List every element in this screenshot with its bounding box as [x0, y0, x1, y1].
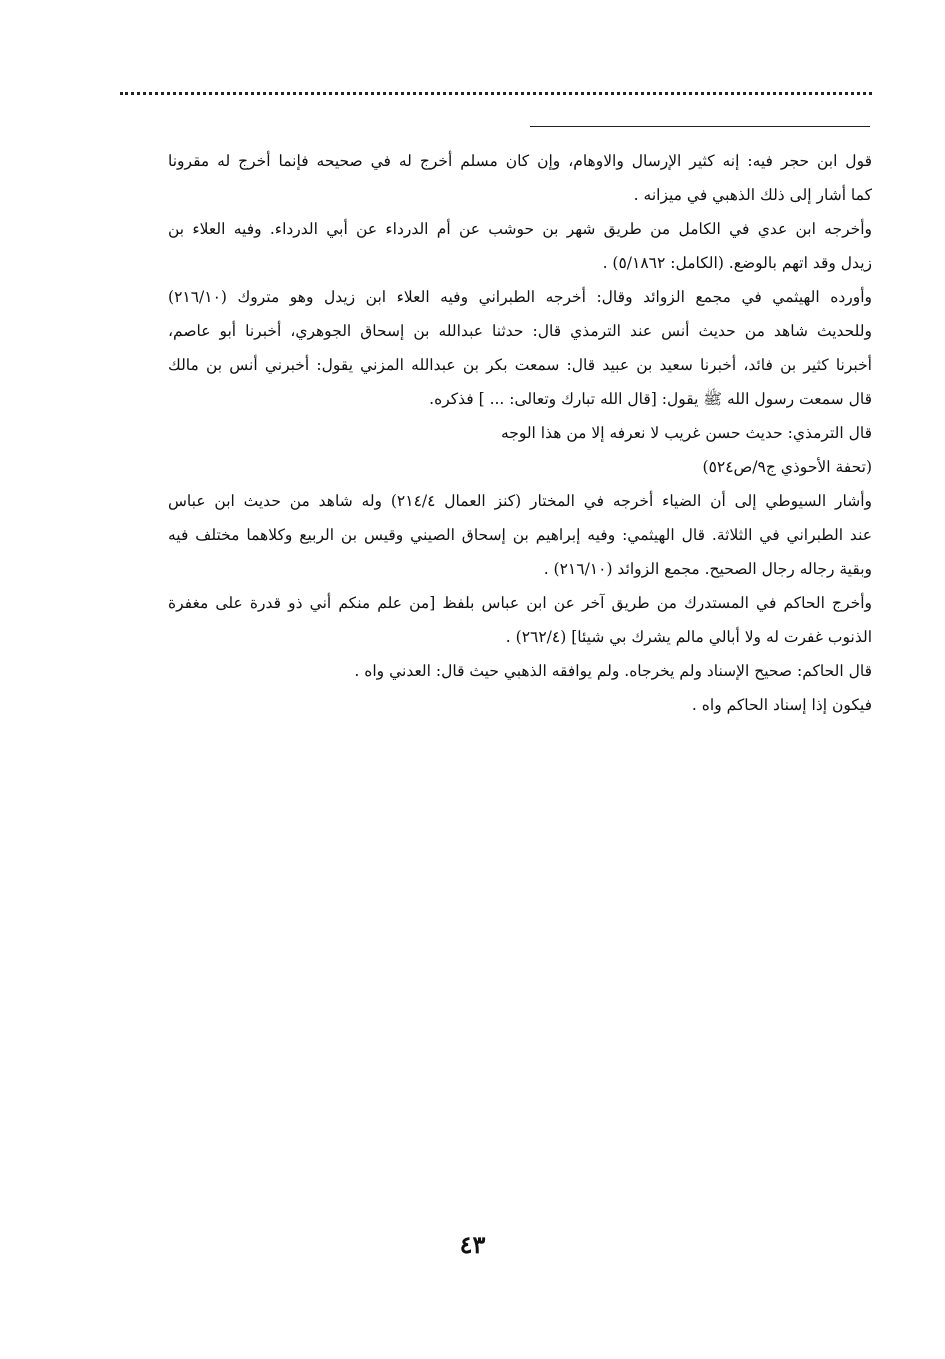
text-line: وأخرجه ابن عدي في الكامل من طريق شهر بن حوشب عن أم الدرداء عن أبي الدرداء. وفيه العلاء بن — [168, 220, 872, 238]
text-line: (تحفة الأحوذي ج٩/ص٥٢٤) — [702, 458, 872, 476]
footnote-rule — [530, 126, 870, 127]
text-line: قول ابن حجر فيه: إنه كثير الإرسال والاوهام، وإن كان مسلم أخرج له في صحيحه فإنما أخرج له مقرونا — [168, 152, 872, 170]
dotted-separator — [120, 92, 872, 95]
text-line: قال الترمذي: حديث حسن غريب لا نعرفه إلا من هذا الوجه — [500, 424, 872, 442]
text-line: وبقية رجاله رجال الصحيح. مجمع الزوائد (٢١٦/١٠) . — [543, 560, 872, 578]
footnote-body — [168, 144, 872, 722]
text-line: قال الحاكم: صحيح الإسناد ولم يخرجاه. ولم يوافقه الذهبي حيث قال: العدني واه . — [354, 662, 872, 680]
text-line: وللحديث شاهد من حديث أنس عند الترمذي قال: حدثنا عبدالله بن إسحاق الجوهري، أخبرنا أبو عاصم، — [168, 322, 872, 340]
text-line: كما أشار إلى ذلك الذهبي في ميزانه . — [633, 186, 872, 204]
text-line: عند الطبراني في الثلاثة. قال الهيثمي: وفيه إبراهيم بن إسحاق الصيني وقيس بن الربيع وكلاهما مختلف فيه — [168, 526, 872, 544]
text-line: الذنوب غفرت له ولا أبالي مالم يشرك بي شيئا] (٢٦٢/٤) . — [505, 628, 872, 646]
text-line: فيكون إذا إسناد الحاكم واه . — [691, 696, 872, 714]
text-line: أخبرنا كثير بن فائد، أخبرنا سعيد بن عبيد قال: سمعت بكر بن عبدالله المزني يقول: أخبرني أنس بن مالك — [168, 356, 872, 374]
page-number: ٤٣ — [459, 1230, 486, 1259]
text-line: زيدل وقد اتهم بالوضع. (الكامل: ٥/١٨٦٢) . — [602, 254, 872, 272]
text-line: وأورده الهيثمي في مجمع الزوائد وقال: أخرجه الطبراني وفيه العلاء ابن زيدل وهو متروك (٢١٦/١٠) — [168, 288, 872, 306]
text-line: وأخرج الحاكم في المستدرك من طريق آخر عن ابن عباس بلفظ [من علم منكم أني ذو قدرة على مغفرة — [168, 594, 872, 612]
text-line: قال سمعت رسول الله ﷺ يقول: [قال الله تبارك وتعالى: ... ] فذكره. — [429, 390, 872, 408]
text-line: وأشار السيوطي إلى أن الضياء أخرجه في المختار (كنز العمال ٢١٤/٤) وله شاهد من حديث ابن عباس — [168, 492, 872, 510]
